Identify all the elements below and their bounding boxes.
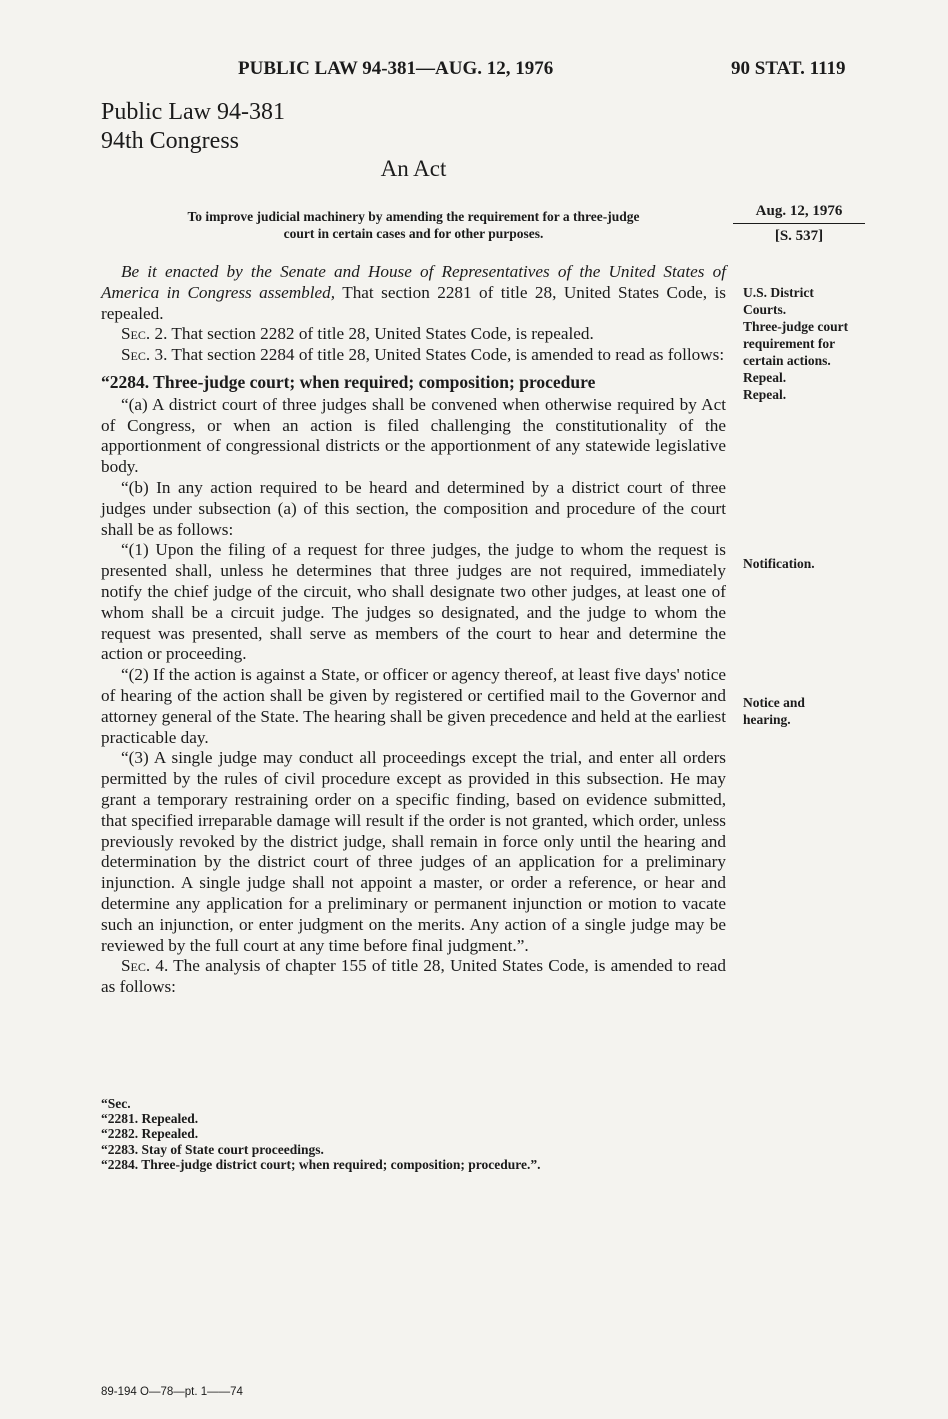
section-label: Sec. — [121, 345, 151, 365]
running-header: PUBLIC LAW 94-381—AUG. 12, 1976 — [238, 58, 554, 79]
enactment-date: Aug. 12, 1976 — [733, 203, 865, 224]
section-1-text: That section 2281 of title 28, United States Code, is repealed. — [101, 282, 726, 323]
paragraph-a: “(a) A district court of three judges shall be convened when otherwise required by Act of Congress, or when an action is filed challenging the constitutionality of the apportionment of congressional districts or the apportionment of any statewide legislative body. — [101, 394, 726, 477]
date-box — [733, 203, 865, 245]
margin-note-district-courts — [743, 284, 883, 403]
paragraph-b: “(b) In any action required to be heard and determined by a district court of three judges under subsection (a) of this section, the composition and procedure of the court shall be as follows: — [101, 477, 726, 539]
paragraph-3: “(3) A single judge may conduct all proceedings except the trial, and enter all orders permitted by the rules of civil procedure except as provided in this subsection. He may grant a temporary restraining order on a specific finding, based on evidence submitted, that specified irreparable damage will result if the order is not granted, which order, unless previously revoked by the district judge, shall remain in force only until the hearing and determination by the district court of three judges of an application for a preliminary injunction. A single judge shall not appoint a master, or order a reference, or hear and determine any application for a preliminary or permanent injunction or motion to vacate such an injunction, or enter judgment on the merits. Any action of a single judge may be reviewed by the full court at any time before final judgment.”. — [101, 748, 726, 955]
margin-note-notification: Notification. — [743, 556, 815, 571]
law-identifier — [101, 98, 285, 156]
margin-note-line: U.S. District — [743, 285, 814, 300]
analysis-line: “2283. Stay of State court proceedings. — [101, 1141, 324, 1157]
paragraph-1: “(1) Upon the filing of a request for three judges, the judge to whom the request is presented shall, unless he determines that three judges are not required, immediately notify the chief judge of the circuit, who shall designate two other judges, at least one of whom shall be a circuit judge. The judges so designated, and the judge to whom the request was presented, shall serve as members of the court to hear and determine the action or proceeding. — [101, 540, 726, 664]
margin-note-line: Repeal. — [743, 370, 787, 385]
margin-note-line: Three-judge court — [743, 319, 849, 334]
law-body — [101, 262, 726, 998]
act-purpose — [101, 208, 726, 242]
section-3-text: 3. That section 2284 of title 28, United States Code, is amended to read as follows: — [154, 345, 725, 365]
margin-note-line: Courts. — [743, 302, 787, 317]
chapter-analysis — [101, 1096, 726, 1172]
purpose-line-2: court in certain cases and for other purposes. — [283, 226, 544, 241]
stat-reference: 90 STAT. 1119 — [731, 58, 846, 79]
bill-number: [S. 537] — [774, 228, 824, 244]
section-4-text: 4. The analysis of chapter 155 of title 28, United States Code, is amended to read as follows: — [101, 956, 727, 997]
section-label: Sec. — [121, 956, 151, 976]
margin-note-line: Notice and — [743, 695, 805, 710]
analysis-line: “2281. Repealed. — [101, 1111, 199, 1127]
section-2284-heading: “2284. Three-judge court; when required; composition; procedure — [101, 371, 596, 392]
margin-note-line: hearing. — [743, 712, 791, 727]
section-4 — [101, 956, 726, 998]
margin-note-notice-hearing — [743, 694, 883, 728]
print-code: 89-194 O—78—pt. 1——74 — [101, 1386, 243, 1398]
margin-note-line: requirement for — [743, 336, 836, 351]
analysis-line: “Sec. — [101, 1096, 131, 1111]
enacting-formula: Be it enacted by the Senate and House of Representatives of the United States of America in Congress assembled, — [101, 262, 726, 302]
section-2 — [101, 324, 726, 345]
enacting-clause — [101, 262, 726, 324]
section-2-text: 2. That section 2282 of title 28, United States Code, is repealed. — [154, 324, 594, 344]
section-3 — [101, 345, 726, 366]
act-title: An Act — [380, 156, 447, 181]
section-label: Sec. — [121, 324, 151, 344]
analysis-line: “2284. Three-judge district court; when required; composition; procedure.”. — [101, 1156, 541, 1172]
margin-note-line: Repeal. — [743, 387, 787, 402]
analysis-line: “2282. Repealed. — [101, 1126, 199, 1142]
law-number: Public Law 94-381 — [101, 99, 285, 125]
paragraph-2: “(2) If the action is against a State, or officer or agency thereof, at least five days' notice of hearing of the action shall be given by registered or certified mail to the Governor and attorney general of the State. The hearing shall be given precedence and held at the earliest practicable day. — [101, 665, 726, 747]
margin-note-line: certain actions. — [743, 353, 831, 368]
purpose-line-1: To improve judicial machinery by amending the requirement for a three-judge — [187, 209, 640, 224]
congress-number: 94th Congress — [101, 128, 239, 154]
